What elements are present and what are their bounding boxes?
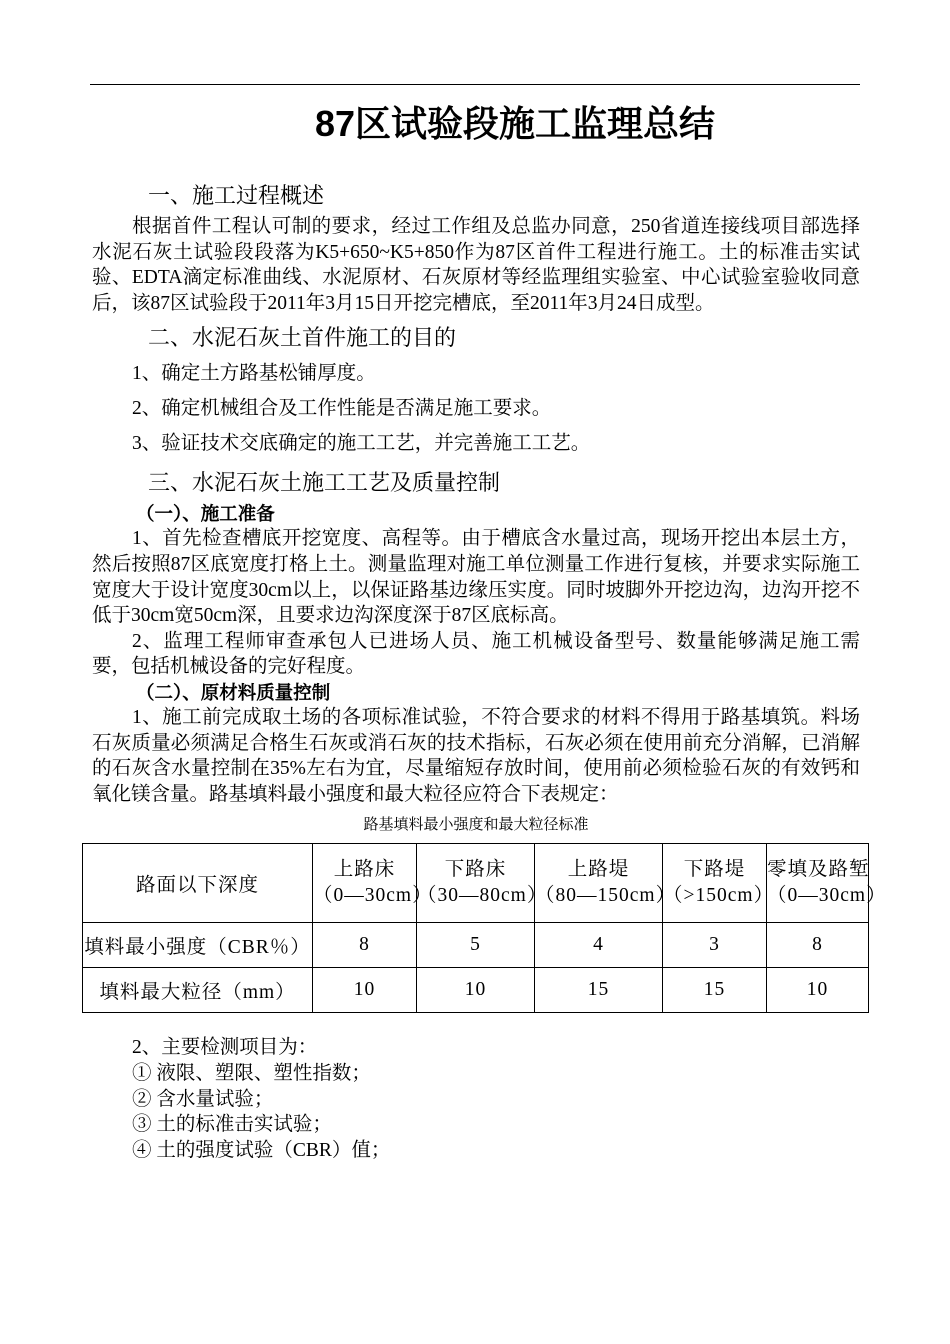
column-range: （80―150cm） — [535, 885, 677, 907]
subsection-heading-materials: （二）、原材料质量控制 — [136, 681, 331, 703]
column-range: （0―30cm） — [313, 885, 433, 907]
table-header-depth: 路面以下深度 — [83, 844, 313, 923]
table-caption: 路基填料最小强度和最大粒径标准 — [363, 817, 589, 834]
section-heading-2: 二、水泥石灰土首件施工的目的 — [148, 325, 457, 351]
table-cell: 10 — [767, 968, 869, 1013]
test-items-intro: 2、主要检测项目为： — [132, 1037, 318, 1059]
column-name: 下路床 — [444, 859, 507, 881]
table-header-cell — [767, 844, 887, 923]
column-name: 零填及路堑 — [767, 859, 870, 881]
column-range: （30―80cm） — [417, 885, 548, 907]
test-item: ③ 土的标准击实试验； — [132, 1114, 332, 1136]
purpose-item: 3、验证技术交底确定的施工工艺，并完善施工工艺。 — [132, 433, 591, 455]
table-header-cell — [535, 844, 677, 923]
materials-paragraph-1: 1、施工前完成取土场的各项标准试验，不符合要求的材料不得用于路基填筑。料场石灰质量必须满足合格生石灰或消石灰的技术指标，石灰必须在使用前充分消解，已消解的石灰含水量控制在35%左右为宜，尽量缩短存放时间，使用前必须检验石灰的有效钙和氧化镁含量。路基填料最小强度和最大粒径应符合下表规定： — [92, 706, 860, 805]
table-header-cell — [313, 844, 433, 923]
section-heading-3: 三、水泥石灰土施工工艺及质量控制 — [148, 470, 501, 496]
table-row — [83, 923, 869, 968]
document-body — [84, 178, 887, 1163]
table-cell: 3 — [663, 923, 767, 968]
table-cell: 15 — [663, 968, 767, 1013]
header-rule — [90, 84, 860, 85]
column-range: （0―30cm） — [767, 885, 887, 907]
test-item: ④ 土的强度试验（CBR）值； — [132, 1139, 391, 1161]
subsection-heading-prep: （一）、施工准备 — [136, 503, 275, 525]
section-heading-1: 一、施工过程概述 — [148, 183, 325, 208]
section-1-paragraph: 根据首件工程认可制的要求，经过工作组及总监办同意，250省道连接线项目部选择水泥石灰土试验段段落为K5+650~K5+850作为87区首件工程进行施工。土的标准击实试验、EDTA滴定标准曲线、水泥原材、石灰原材等经监理组实验室、中心试验室验收同意后，该87区试验段于2011年3月15日开挖完槽底，至2011年3月24日成型。 — [92, 216, 860, 314]
table-cell: 10 — [313, 968, 417, 1013]
table-cell: 8 — [313, 923, 417, 968]
table-cell: 8 — [767, 923, 869, 968]
purpose-item: 1、确定土方路基松铺厚度。 — [132, 363, 376, 385]
column-name: 下路堤 — [683, 859, 746, 881]
column-name: 上路堤 — [567, 859, 630, 881]
table-header-cell — [663, 844, 775, 923]
test-item: ② 含水量试验； — [132, 1088, 274, 1110]
prep-paragraph-1: 1、首先检查槽底开挖宽度、高程等。由于槽底含水量过高，现场开挖出本层土方，然后按照87区底宽度打格上土。测量监理对施工单位测量工作进行复核，并要求实际施工宽度大于设计宽度30cm以上，以保证路基边缘压实度。同时坡脚外开挖边沟，边沟开挖不低于30cm宽50cm深，且要求边沟深度深于87区底标高。 — [92, 528, 860, 627]
row-label-strength: 填料最小强度（CBR％） — [83, 923, 313, 968]
column-name: 上路床 — [333, 859, 396, 881]
table-cell: 15 — [535, 968, 663, 1013]
table-row — [83, 968, 869, 1013]
table-cell: 10 — [417, 968, 535, 1013]
table-header-cell — [417, 844, 548, 923]
fill-spec-table — [82, 843, 887, 1013]
row-label-grain-size: 填料最大粒径（mm） — [83, 968, 313, 1013]
test-item: ① 液限、塑限、塑性指数； — [132, 1062, 371, 1084]
table-cell: 4 — [535, 923, 663, 968]
table-header-row — [83, 844, 869, 923]
purpose-item: 2、确定机械组合及工作性能是否满足施工要求。 — [132, 398, 552, 420]
page-title: 87区试验段施工监理总结 — [314, 103, 716, 144]
table-cell: 5 — [417, 923, 535, 968]
prep-paragraph-2: 2、监理工程师审查承包人已进场人员、施工机械设备型号、数量能够满足施工需要，包括机械设备的完好程度。 — [92, 630, 860, 678]
column-range: （>150cm） — [663, 885, 775, 907]
